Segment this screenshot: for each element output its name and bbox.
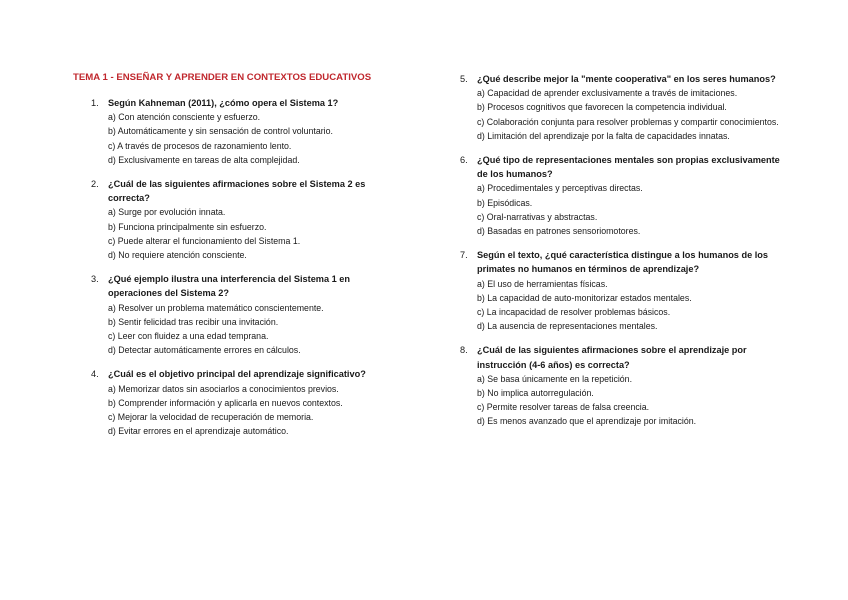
option-a: a) Capacidad de aprender exclusivamente a través de imitaciones. xyxy=(477,88,738,99)
question-7 xyxy=(460,248,790,333)
option-c: c) Colaboración conjunta para resolver problemas y compartir conocimientos. xyxy=(477,116,779,127)
question-number: 6. xyxy=(460,155,468,166)
option-c: c) Permite resolver tareas de falsa creencia. xyxy=(477,402,650,413)
question-2 xyxy=(73,177,393,262)
question-text: ¿Cuál es el objetivo principal del aprendizaje significativo? xyxy=(108,369,366,380)
option-a: a) Con atención consciente y esfuerzo. xyxy=(108,112,261,123)
option-d: d) Limitación del aprendizaje por la falta de capacidades innatas. xyxy=(477,130,730,141)
option-c: c) Mejorar la velocidad de recuperación de memoria. xyxy=(108,412,314,423)
question-list-right xyxy=(460,72,790,429)
option-b: b) Funciona principalmente sin esfuerzo. xyxy=(108,221,267,232)
option-d: d) Basadas en patrones sensoriomotores. xyxy=(477,226,641,237)
question-number: 5. xyxy=(460,74,468,84)
question-1 xyxy=(73,96,393,167)
option-d: d) No requiere atención consciente. xyxy=(108,250,247,261)
question-6 xyxy=(460,153,790,238)
option-c: c) La incapacidad de resolver problemas básicos. xyxy=(477,307,671,318)
question-list-left xyxy=(73,96,393,438)
option-a: a) Procedimentales y perceptivas directas. xyxy=(477,183,643,194)
option-b: b) Episódicas. xyxy=(477,197,533,208)
option-d: d) Detectar automáticamente errores en cálculos. xyxy=(108,345,301,356)
option-d: d) Exclusivamente en tareas de alta complejidad. xyxy=(108,154,300,165)
option-c: c) A través de procesos de razonamiento lento. xyxy=(108,140,292,151)
option-b: b) La capacidad de auto-monitorizar estados mentales. xyxy=(477,292,692,303)
question-text: ¿Qué ejemplo ilustra una interferencia del Sistema 1 en operaciones del Sistema 2? xyxy=(108,274,351,299)
question-text: ¿Cuál de las siguientes afirmaciones sobre el Sistema 2 es correcta? xyxy=(108,179,366,204)
question-text: ¿Qué tipo de representaciones mentales son propias exclusivamente de los humanos? xyxy=(477,155,780,180)
option-b: b) Comprender información y aplicarla en nuevos contextos. xyxy=(108,397,343,408)
question-3 xyxy=(73,272,393,357)
option-b: b) Procesos cognitivos que favorecen la competencia individual. xyxy=(477,102,727,113)
question-number: 3. xyxy=(91,274,99,285)
option-c: c) Puede alterar el funcionamiento del Sistema 1. xyxy=(108,235,301,246)
option-a: a) Se basa únicamente en la repetición. xyxy=(477,373,633,384)
option-d: d) La ausencia de representaciones mentales. xyxy=(477,321,658,332)
question-4 xyxy=(73,367,393,438)
option-d: d) Es menos avanzado que el aprendizaje por imitación. xyxy=(477,416,697,427)
left-column xyxy=(73,72,393,448)
option-c: c) Leer con fluidez a una edad temprana. xyxy=(108,331,269,342)
option-d: d) Evitar errores en el aprendizaje automático. xyxy=(108,426,289,437)
option-a: a) Resolver un problema matemático conscientemente. xyxy=(108,302,324,313)
question-number: 8. xyxy=(460,345,468,356)
question-number: 1. xyxy=(91,98,99,108)
option-a: a) Surge por evolución innata. xyxy=(108,207,226,218)
option-a: a) Memorizar datos sin asociarlos a conocimientos previos. xyxy=(108,383,339,394)
option-b: b) No implica autorregulación. xyxy=(477,388,594,399)
question-text: Según Kahneman (2011), ¿cómo opera el Sistema 1? xyxy=(108,98,339,108)
option-b: b) Automáticamente y sin sensación de control voluntario. xyxy=(108,126,333,137)
question-text: ¿Cuál de las siguientes afirmaciones sobre el aprendizaje por instrucción (4-6 años) es correcta? xyxy=(477,345,747,370)
question-number: 2. xyxy=(91,179,99,190)
right-column xyxy=(460,72,790,439)
question-text: ¿Qué describe mejor la "mente cooperativa" en los seres humanos? xyxy=(477,74,776,84)
option-b: b) Sentir felicidad tras recibir una invitación. xyxy=(108,316,279,327)
question-number: 4. xyxy=(91,369,99,380)
question-number: 7. xyxy=(460,250,468,261)
option-a: a) El uso de herramientas físicas. xyxy=(477,278,608,289)
page-title: TEMA 1 - ENSEÑAR Y APRENDER EN CONTEXTOS EDUCATIVOS xyxy=(73,72,372,83)
option-c: c) Oral-narrativas y abstractas. xyxy=(477,211,598,222)
question-text: Según el texto, ¿qué característica distingue a los humanos de los primates no humanos en términos de aprendizaje? xyxy=(477,250,769,275)
question-5 xyxy=(460,72,790,143)
question-8 xyxy=(460,343,790,428)
